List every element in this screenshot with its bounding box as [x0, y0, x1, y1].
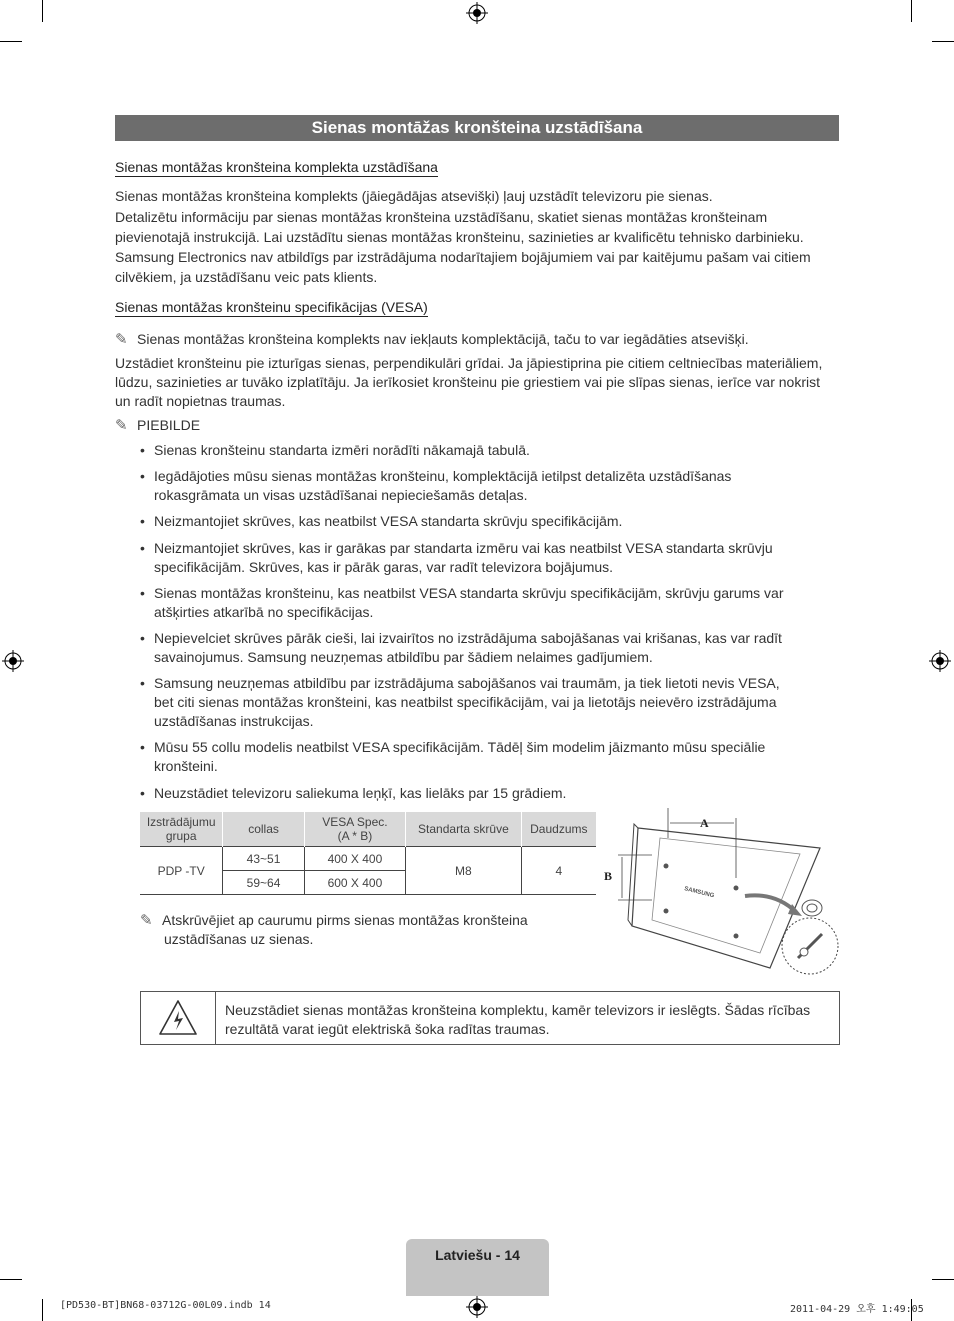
- paragraph: Sienas montāžas kronšteina komplekts (jāiegādājas atsevišķi) ļauj uzstādīt televizoru pie sienas.: [115, 188, 713, 204]
- crop-mark: [911, 0, 912, 22]
- warning-text: Neuzstādiet sienas montāžas kronšteina komplektu, kamēr televizors ir ieslēgts. Šādas rīcības rezultātā varat iegūt elektriskā šoka radītas traumas.: [225, 1002, 811, 1037]
- page-number-tab: Latviešu - 14: [406, 1239, 549, 1296]
- registration-mark-icon: [466, 2, 488, 24]
- table-row: [140, 847, 596, 871]
- list-item: • Iegādājoties mūsu sienas montāžas kronšteinu, komplektācijā ietilpst detalizēta uzstādīšanas rokasgrāmata un visas uzstādīšanai nepieciešamās detaļas.: [140, 467, 834, 505]
- tv-wall-mount-diagram: [600, 808, 842, 978]
- list-item: • Mūsu 55 collu modelis neatbilst VESA specifikācijām. Tādēļ šim modelim jāizmanto mūsu speciālie kronšteini.: [140, 738, 834, 776]
- list-item: • Neizmantojiet skrūves, kas ir garākas par standarta izmēru vai kas neatbilst VESA standarta skrūvju specifikācijām. Skrūves, kas ir pārāk garas, var radīt televizora bojājumus.: [140, 539, 834, 577]
- print-footer-file: [PD530-BT]BN68-03712G-00L09.indb 14: [60, 1300, 271, 1311]
- paragraph-line: pievienotajā instrukcijā. Lai uzstādītu sienas montāžas kronšteinu, sazinieties ar kvalificētu tehnisko darbinieku.: [115, 229, 804, 245]
- crop-mark: [42, 1299, 43, 1321]
- note-line: ✎ Sienas montāžas kronšteina komplekts nav iekļauts komplektācijā, taču to var iegādāties atsevišķi.: [115, 331, 749, 348]
- table-cell: M8: [406, 847, 522, 895]
- print-footer-timestamp: 2011-04-29 오후 1:49:05: [790, 1304, 924, 1315]
- crop-mark: [932, 41, 954, 42]
- pencil-note-icon: ✎: [115, 331, 128, 348]
- paragraph-line: un radīt nopietnas traumas.: [115, 393, 286, 409]
- list-item: • Samsung neuzņemas atbildību par izstrādājuma sabojāšanos vai traumām, ja tiek lietoti nevis VESA, bet citi sienas montāžas kronšteini, kas neatbilst specifikācijām, vai ja lietotājs neievēro izstrādājuma uzstādīšanas instrukcijas.: [140, 674, 834, 731]
- column-header: Standarta skrūve: [406, 812, 522, 847]
- dimension-label-b: B: [604, 869, 613, 883]
- list-item: • Neizmantojiet skrūves, kas neatbilst VESA standarta skrūvju specifikācijām.: [140, 512, 834, 531]
- note-label-line: ✎ PIEBILDE: [115, 417, 201, 434]
- subsection-heading-vesa: Sienas montāžas kronšteinu specifikācijas (VESA): [115, 299, 428, 315]
- table-cell: 600 X 400: [304, 871, 405, 895]
- pencil-note-icon: ✎: [140, 912, 153, 929]
- note-line: ✎ Atskrūvējiet ap caurumu pirms sienas montāžas kronšteina: [140, 912, 528, 929]
- paragraph-line: Uzstādiet kronšteinu pie izturīgas sienas, perpendikulāri grīdai. Ja jāpiestiprina pie citiem celtniecības materiāliem,: [115, 355, 823, 371]
- brand-logo: SAMSUNG: [683, 886, 715, 900]
- table-cell: 43~51: [223, 847, 304, 871]
- table-cell: 59~64: [223, 871, 304, 895]
- paragraph-line: Detalizētu informāciju par sienas montāžas kronšteina uzstādīšanu, skatiet sienas montāžas kronšteinam: [115, 209, 768, 225]
- table-cell: 4: [521, 847, 596, 895]
- registration-mark-icon: [929, 650, 951, 672]
- list-item: • Sienas kronšteinu standarta izmēri norādīti nākamajā tabulā.: [140, 441, 834, 460]
- crop-mark: [42, 0, 43, 22]
- vesa-spec-table: [140, 812, 596, 895]
- pencil-note-icon: ✎: [115, 417, 128, 434]
- crop-mark: [932, 1279, 954, 1280]
- warning-box: [140, 991, 840, 1045]
- column-header: Daudzums: [521, 812, 596, 847]
- crop-mark: [0, 1279, 22, 1280]
- electric-shock-warning-icon: [141, 992, 215, 1044]
- column-header: collas: [223, 812, 304, 847]
- table-cell: 400 X 400: [304, 847, 405, 871]
- crop-mark: [0, 41, 22, 42]
- column-header: Izstrādājumu grupa: [140, 812, 223, 847]
- subsection-heading-install: Sienas montāžas kronšteina komplekta uzstādīšana: [115, 159, 438, 175]
- registration-mark-icon: [2, 650, 24, 672]
- warning-cell: [141, 992, 216, 1044]
- list-item: • Sienas montāžas kronšteinu, kas neatbilst VESA standarta skrūvju specifikācijām, skrūvju garums var atšķirties atkarībā no specifikācijas.: [140, 584, 834, 622]
- list-item: • Neuzstādiet televizoru saliekuma leņķī, kas lielāks par 15 grādiem.: [140, 784, 834, 803]
- list-item: • Nepievelciet skrūves pārāk cieši, lai izvairītos no izstrādājuma sabojāšanas vai krišanas, kas var radīt savainojumus. Samsung neuzņemas atbildību par šādiem nelaimes gadījumiem.: [140, 629, 834, 667]
- note-line: uzstādīšanas uz sienas.: [164, 931, 314, 947]
- section-title: Sienas montāžas kronšteina uzstādīšana: [115, 115, 839, 141]
- paragraph-line: lūdzu, sazinieties ar tuvāko izplatītāju. Ja ierīkosiet kronšteinu pie griestiem vai pie slīpas sienas, ierīce var nokrist: [115, 374, 820, 390]
- registration-mark-icon: [466, 1296, 488, 1318]
- table-cell: PDP -TV: [140, 847, 223, 895]
- paragraph-line: cilvēkiem, ja uzstādīšanu veic pats klients.: [115, 269, 378, 285]
- table-header-row: [140, 812, 596, 847]
- column-header: VESA Spec. (A * B): [304, 812, 405, 847]
- paragraph-line: Samsung Electronics nav atbildīgs par izstrādājuma nodarītajiem bojājumiem vai par kaitējumu pašam vai citiem: [115, 249, 811, 265]
- dimension-label-a: A: [700, 816, 709, 830]
